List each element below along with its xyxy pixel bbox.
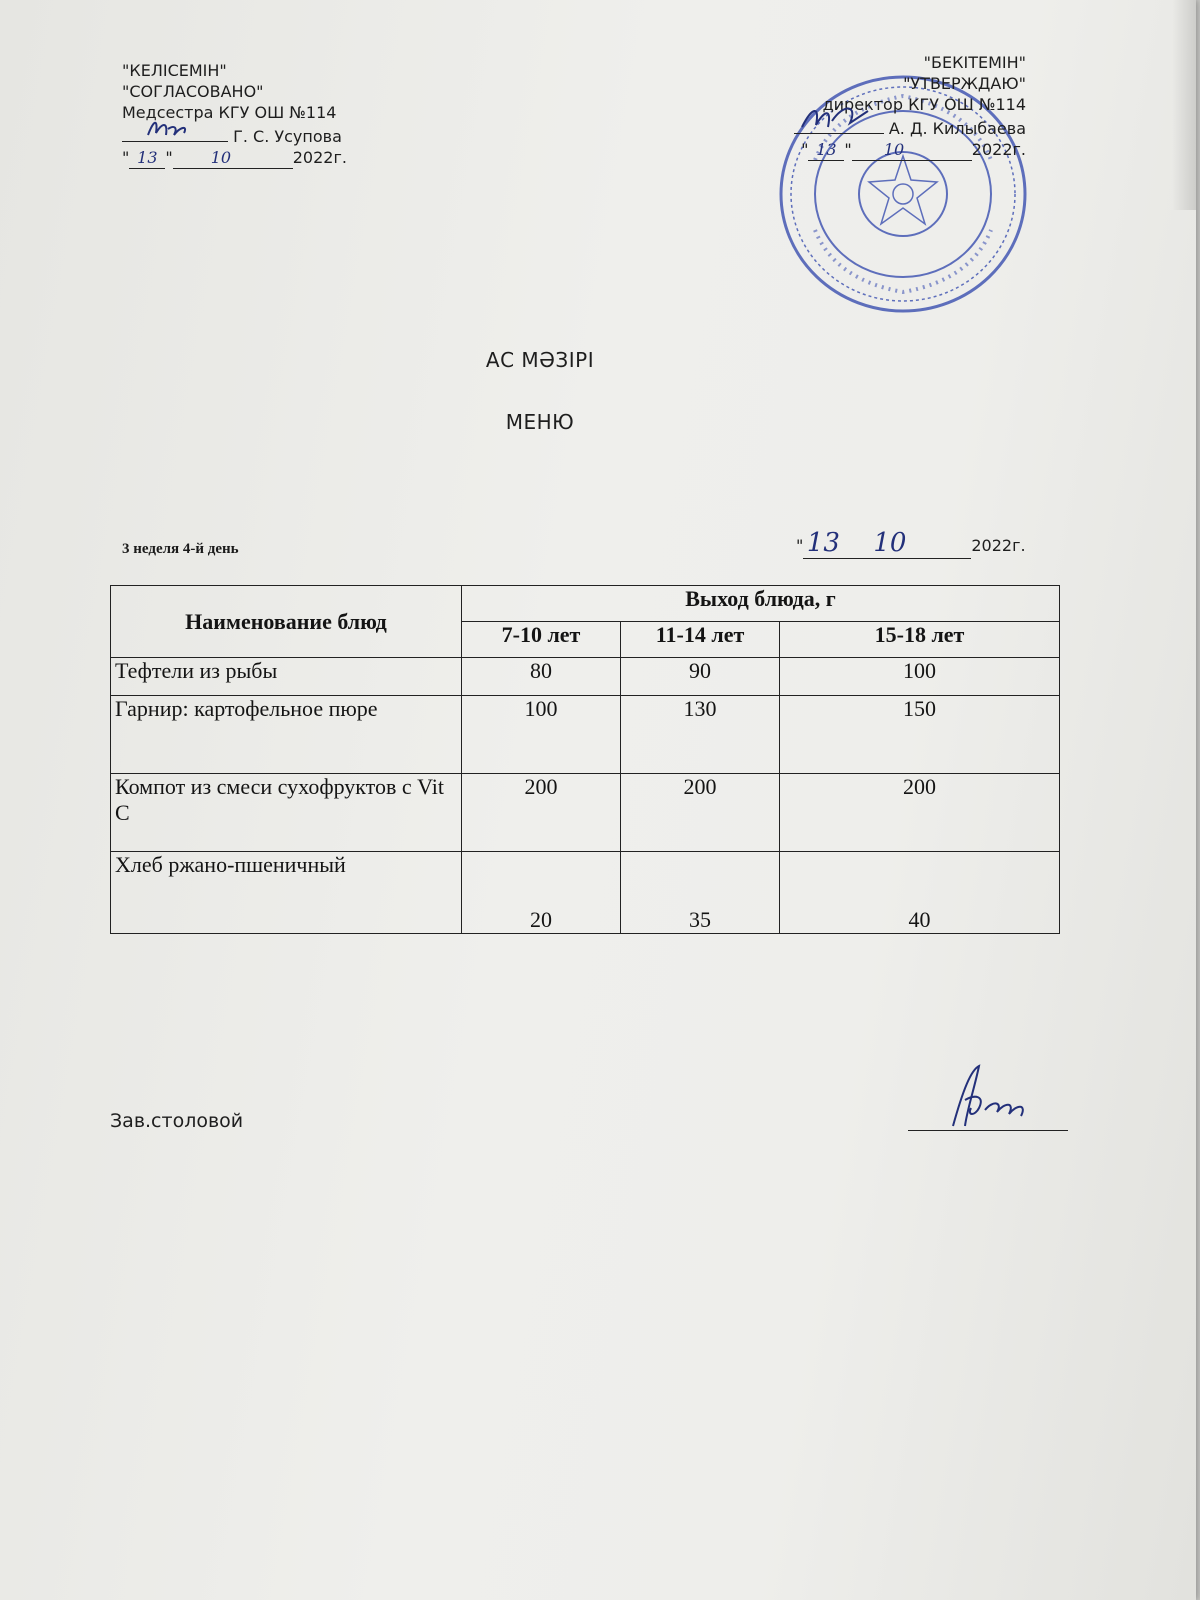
nurse-date-month: 10 xyxy=(173,147,293,169)
nurse-signature-line xyxy=(122,123,347,147)
column-header-age-2: 11-14 лет xyxy=(621,622,780,658)
week-day-label: 3 неделя 4-й день xyxy=(122,541,239,557)
menu-date: " 13 10 2022г. xyxy=(796,528,1026,558)
table-row xyxy=(111,774,1060,852)
approve-kz: "БЕКІТЕМІН" xyxy=(923,53,1026,72)
approval-left-block xyxy=(122,60,347,169)
portion-value: 40 xyxy=(780,852,1060,934)
menu-date-month: 10 xyxy=(843,528,971,559)
director-date-day: 13 xyxy=(808,139,844,161)
director-signature xyxy=(794,115,884,134)
nurse-signature xyxy=(122,123,228,142)
dish-name: Компот из смеси сухофруктов с Vit C xyxy=(111,774,462,852)
table-row xyxy=(111,852,1060,934)
table-row xyxy=(111,658,1060,696)
nurse-name: Г. С. Усупова xyxy=(233,127,342,146)
director-name: А. Д. Килыбаева xyxy=(888,119,1026,138)
portion-value: 20 xyxy=(462,852,621,934)
menu-date-year: 2022г. xyxy=(971,536,1026,555)
canteen-signature-scribble-icon xyxy=(945,1060,1045,1130)
signature-scribble-icon xyxy=(144,117,204,141)
table-row xyxy=(111,696,1060,774)
column-header-age-3: 15-18 лет xyxy=(780,622,1060,658)
nurse-date-year: 2022г. xyxy=(292,148,347,167)
agreed-kz: "КЕЛІСЕМІН" xyxy=(122,61,227,80)
dish-name: Хлеб ржано-пшеничный xyxy=(111,852,462,934)
portion-value: 100 xyxy=(462,696,621,774)
director-title: директор КГУ ОШ №114 xyxy=(822,95,1026,114)
portion-value: 150 xyxy=(780,696,1060,774)
canteen-signature-line xyxy=(908,1130,1068,1131)
director-signature-line xyxy=(760,115,1026,139)
dish-name: Гарнир: картофельное пюре xyxy=(111,696,462,774)
menu-date-day: 13 xyxy=(803,528,843,559)
director-date-year: 2022г. xyxy=(971,140,1026,159)
dish-name: Тефтели из рыбы xyxy=(111,658,462,696)
column-header-age-1: 7-10 лет xyxy=(462,622,621,658)
approve-ru: "УТВЕРЖДАЮ" xyxy=(903,74,1026,93)
menu-table xyxy=(110,585,1060,934)
canteen-head-label: Зав.столовой xyxy=(110,1110,244,1132)
portion-value: 200 xyxy=(462,774,621,852)
portion-value: 100 xyxy=(780,658,1060,696)
column-header-dish: Наименование блюд xyxy=(111,586,462,658)
portion-value: 200 xyxy=(780,774,1060,852)
agreed-ru: "СОГЛАСОВАНО" xyxy=(122,82,264,101)
page-shadow xyxy=(1172,0,1196,210)
portion-value: 80 xyxy=(462,658,621,696)
nurse-date: " 13 " 10 2022г. xyxy=(122,148,347,167)
column-header-portion: Выход блюда, г xyxy=(462,586,1060,622)
portion-value: 35 xyxy=(621,852,780,934)
approval-right-block xyxy=(760,52,1026,161)
nurse-date-day: 13 xyxy=(129,147,165,169)
portion-value: 130 xyxy=(621,696,780,774)
title-ru: МЕНЮ xyxy=(505,410,575,434)
director-date: " 13 " 10 2022г. xyxy=(801,140,1026,159)
title-kz: АС МӘЗІРІ xyxy=(485,348,595,372)
portion-value: 90 xyxy=(621,658,780,696)
portion-value: 200 xyxy=(621,774,780,852)
nurse-title: Медсестра КГУ ОШ №114 xyxy=(122,103,337,122)
signature-scribble-icon xyxy=(798,101,878,135)
director-date-month: 10 xyxy=(852,139,972,161)
